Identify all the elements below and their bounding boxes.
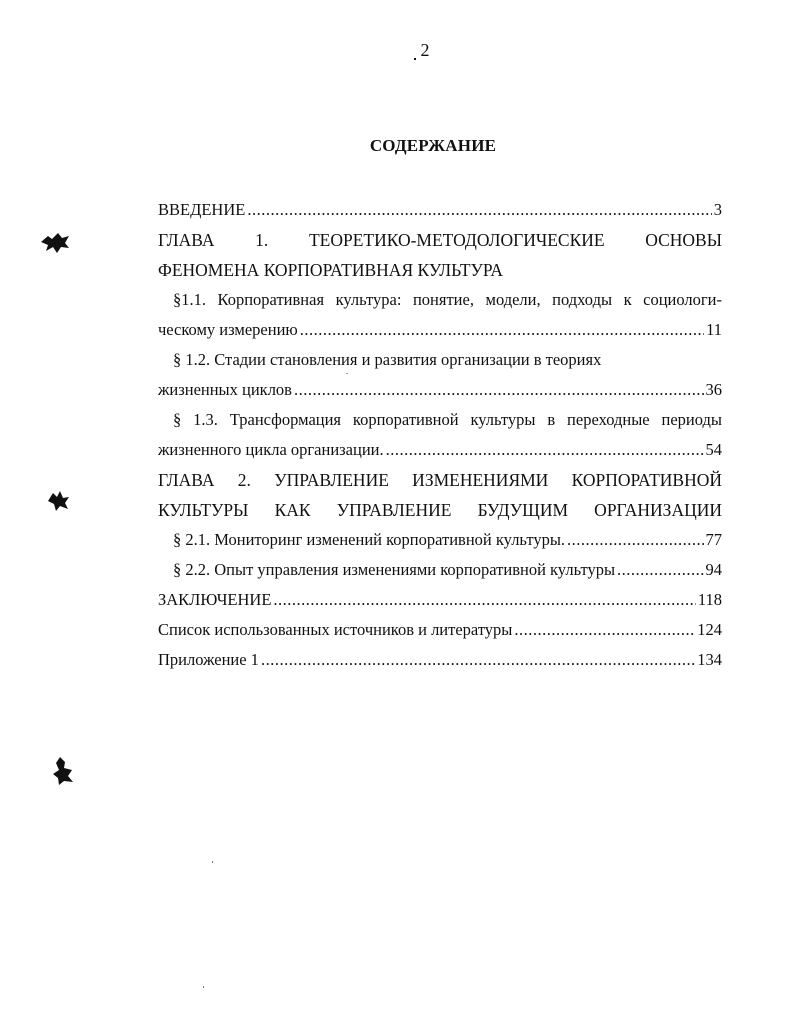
dot-leader [386,435,704,465]
toc-entry-page: 94 [705,560,722,579]
toc-entry-label: Приложение 1 [158,650,259,669]
toc-entry-label: § 2.2. Опыт управления изменениями корпоративной культуры [173,560,616,579]
scan-speck [414,58,416,60]
toc-entry-page: 134 [697,650,722,669]
toc-entry-label: жизненных циклов [158,380,292,399]
toc-section-1-3-line-1[interactable]: § 1.3. Трансформация корпоративной культуры в переходные периоды [173,410,722,429]
toc-entry-page: 54 [705,440,722,459]
toc-section-1-1-line-1[interactable]: §1.1. Корпоративная культура: понятие, модели, подходы к социологи- [173,290,722,309]
dot-leader [300,315,704,345]
toc-entry-label: жизненного цикла организации. [158,440,384,459]
scan-speck [203,986,204,988]
toc-section-1-2-line-1[interactable]: § 1.2. Стадии становления и развития организации в теориях [173,350,602,369]
toc-entry-appendix[interactable] [158,645,722,675]
toc-chapter-2-line-1[interactable]: ГЛАВА 2. УПРАВЛЕНИЕ ИЗМЕНЕНИЯМИ КОРПОРАТИВНОЙ [158,470,722,490]
toc-entry-label: Список использованных источников и литературы [158,620,513,639]
toc-section-1-3-line-2[interactable] [158,435,722,465]
table-of-contents [158,195,722,675]
dot-leader [617,555,703,585]
toc-entry-page: 11 [706,320,722,339]
toc-entry-page: 3 [713,200,722,219]
toc-entry-page: 77 [705,530,722,549]
toc-section-1-2-line-2[interactable] [158,375,722,405]
dot-leader [294,375,704,405]
dot-leader [261,645,695,675]
dot-leader [273,585,695,615]
toc-chapter-1-line-2[interactable]: ФЕНОМЕНА КОРПОРАТИВНАЯ КУЛЬТУРА [158,260,504,280]
toc-section-2-2[interactable] [158,555,722,585]
toc-section-1-1-line-2[interactable] [158,315,722,345]
toc-entry-label: § 2.1. Мониторинг изменений корпоративной культуры. [173,530,566,549]
dot-leader [247,195,711,225]
toc-chapter-1-line-1[interactable]: ГЛАВА 1. ТЕОРЕТИКО-МЕТОДОЛОГИЧЕСКИЕ ОСНОВЫ [158,230,722,250]
toc-entry-page: 118 [697,590,722,609]
toc-entry-label: ческому измерению [158,320,298,339]
toc-entry-label: ВВЕДЕНИЕ [158,200,246,219]
dot-leader [514,615,695,645]
toc-entry-intro[interactable] [158,195,722,225]
toc-section-2-1[interactable] [158,525,722,555]
scan-blot-2 [44,488,72,514]
scan-blot-3 [50,754,78,788]
toc-entry-sources[interactable] [158,615,722,645]
toc-entry-label: ЗАКЛЮЧЕНИЕ [158,590,272,609]
scan-blot-1 [38,230,72,256]
scan-speck [212,861,213,863]
toc-entry-conclusion[interactable] [158,585,722,615]
dot-leader [567,525,703,555]
page-title: СОДЕРЖАНИЕ [369,136,497,155]
toc-entry-page: 124 [697,620,722,639]
toc-chapter-2-line-2[interactable]: КУЛЬТУРЫ КАК УПРАВЛЕНИЕ БУДУЩИМ ОРГАНИЗАЦИИ [158,500,722,520]
page-number: 2 [420,40,430,60]
scan-speck [346,373,348,374]
toc-entry-page: 36 [705,380,722,399]
